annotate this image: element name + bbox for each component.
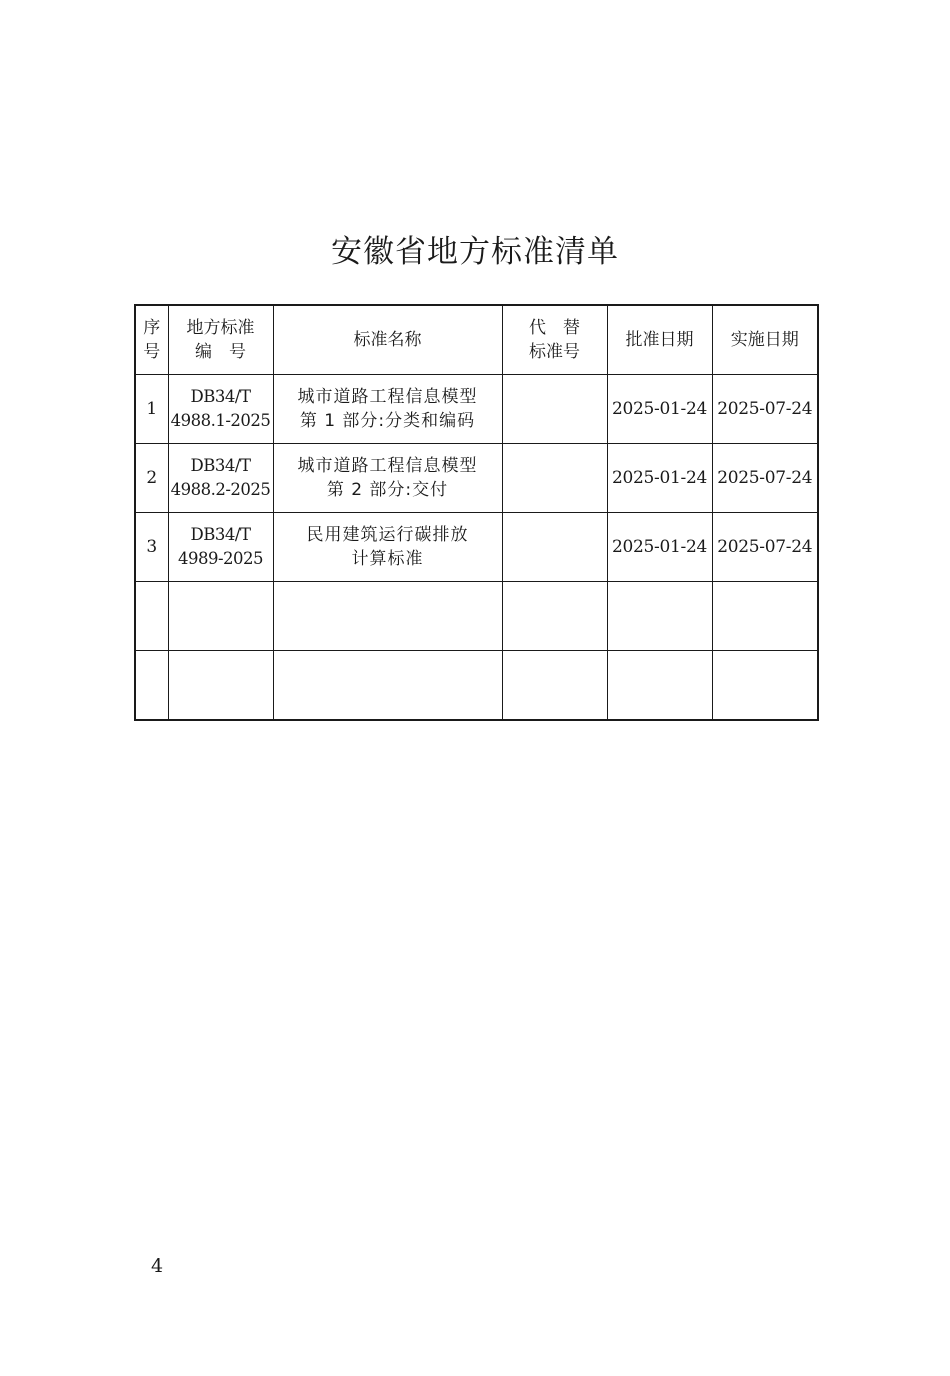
row-name: 民用建筑运行碳排放 计算标准 [273, 513, 502, 582]
row-seq: 2 [135, 444, 168, 513]
row-name: 城市道路工程信息模型 第 2 部分:交付 [273, 444, 502, 513]
row-code: DB34/T 4989-2025 [168, 513, 273, 582]
empty-cell [502, 651, 607, 721]
header-approve-date: 批准日期 [607, 305, 712, 375]
table-row-empty [135, 582, 818, 651]
row-name: 城市道路工程信息模型 第 1 部分:分类和编码 [273, 375, 502, 444]
row-replace [502, 513, 607, 582]
row-code: DB34/T 4988.1-2025 [168, 375, 273, 444]
empty-cell [168, 582, 273, 651]
row-replace [502, 444, 607, 513]
empty-cell [607, 651, 712, 721]
row-approve-date: 2025-01-24 [607, 375, 712, 444]
header-implement-date: 实施日期 [712, 305, 818, 375]
standards-table [134, 304, 819, 721]
empty-cell [607, 582, 712, 651]
page-number: 4 [151, 1255, 164, 1277]
empty-cell [135, 582, 168, 651]
header-name: 标准名称 [273, 305, 502, 375]
row-code: DB34/T 4988.2-2025 [168, 444, 273, 513]
empty-cell [273, 582, 502, 651]
row-implement-date: 2025-07-24 [712, 444, 818, 513]
empty-cell [168, 651, 273, 721]
empty-cell [712, 582, 818, 651]
table-row [135, 513, 818, 582]
header-code: 地方标准 编 号 [168, 305, 273, 375]
row-approve-date: 2025-01-24 [607, 444, 712, 513]
row-seq: 1 [135, 375, 168, 444]
header-replace: 代 替 标准号 [502, 305, 607, 375]
table-row [135, 375, 818, 444]
header-seq: 序 号 [135, 305, 168, 375]
empty-cell [273, 651, 502, 721]
row-implement-date: 2025-07-24 [712, 513, 818, 582]
empty-cell [712, 651, 818, 721]
page-title: 安徽省地方标准清单 [331, 234, 619, 270]
row-approve-date: 2025-01-24 [607, 513, 712, 582]
table-header-row [135, 305, 818, 375]
row-implement-date: 2025-07-24 [712, 375, 818, 444]
table-row-empty [135, 651, 818, 721]
empty-cell [135, 651, 168, 721]
row-seq: 3 [135, 513, 168, 582]
table-row [135, 444, 818, 513]
row-replace [502, 375, 607, 444]
empty-cell [502, 582, 607, 651]
